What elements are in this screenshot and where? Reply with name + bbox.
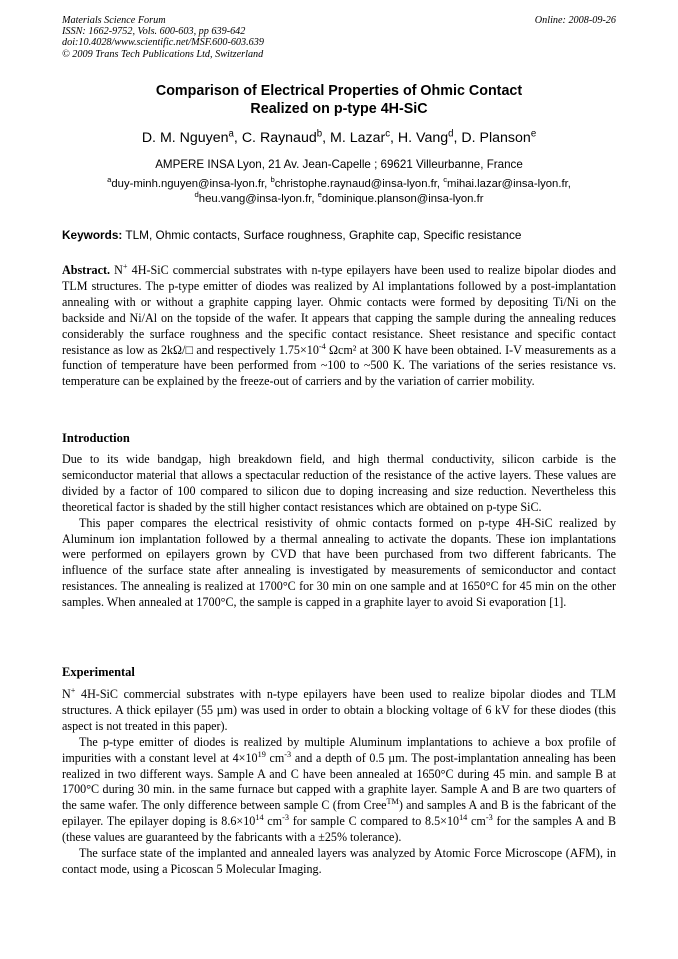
abstract-sup-n: + xyxy=(122,261,128,271)
author-mark: d xyxy=(448,128,454,140)
exp-text-1: 4H-SiC commercial substrates with n-type epilayers have been used to realize bipolar diodes and TLM structures. A thick epilayer (55 µm) was used in order to obtain a blocking voltage of 6 kV for these diodes (this aspect is not treated in this paper). xyxy=(62,687,616,733)
email-address[interactable]: duy-minh.nguyen@insa-lyon.fr xyxy=(111,178,265,190)
exp-paragraph-1 xyxy=(62,687,616,735)
abstract-text-2: Ωcm² at 300 K have been obtained. I-V measurements as a function of temperature have been performed from ~100 to ~500 K. The variations of the series resistance vs. temperature can be explained by the freeze-out of carriers and by the variation of carrier mobility. xyxy=(62,342,617,389)
exp-sup-plus: + xyxy=(70,685,76,695)
copyright-line: © 2009 Trans Tech Publications Ltd, Switzerland xyxy=(62,48,264,60)
exp-sup: TM xyxy=(386,797,399,807)
exp-text: for the samples A and B (these values are guaranteed by the fabricants with a ±25% tolerance). xyxy=(62,814,617,845)
abstract-label: Abstract. xyxy=(62,263,111,277)
exp-text: cm xyxy=(265,750,285,765)
email-address[interactable]: christophe.raynaud@insa-lyon.fr xyxy=(274,178,437,190)
keywords xyxy=(62,228,616,243)
exp-sup: -3 xyxy=(485,813,493,823)
title-line-2: Realized on p-type 4H-SiC xyxy=(250,101,428,117)
email-line-1: $^a$duy-minh.nguyen@insa-lyon.fr, $^b$christophe.raynaud@insa-lyon.fr, $^c$mihai.lazar@insa-lyon.fr, xyxy=(107,175,571,190)
exp-text: cm xyxy=(263,814,283,829)
exp-n: N xyxy=(62,687,71,701)
abstract-sup-exp: -4 xyxy=(318,341,326,351)
email-line-2: $^d$heu.vang@insa-lyon.fr, $^e$dominique.planson@insa-lyon.fr xyxy=(194,190,484,205)
author-list: D. M. Nguyen$^a$, C. Raynaud$^b$, M. Lazar$^c$, H. Vang$^d$, D. Planson$^e$ xyxy=(141,128,537,146)
abstract xyxy=(62,263,616,390)
author-name: C. Raynaud xyxy=(241,130,317,146)
exp-paragraph-3: The surface state of the implanted and annealed layers was analyzed by Atomic Force Microscope (AFM), in contact mode, using a Picoscan 5 Molecular Imaging. xyxy=(62,846,616,876)
exp-text: ) and samples A and B is the fabricant of the epilayer. The epilayer doping is 8.6×10 xyxy=(62,798,617,829)
email-address[interactable]: mihai.lazar@insa-lyon.fr xyxy=(447,178,568,190)
author-mark: b xyxy=(316,128,323,140)
doi-line[interactable]: doi:10.4028/www.scientific.net/MSF.600-603.639 xyxy=(62,37,264,49)
email-mark: a xyxy=(107,175,112,185)
introduction-heading: Introduction xyxy=(62,431,130,445)
email-address[interactable]: heu.vang@insa-lyon.fr xyxy=(198,193,312,205)
exp-text: The p-type emitter of diodes is realized by multiple Aluminum implantations to achieve a box profile of impurities with a constant level at 4×10 xyxy=(62,734,616,765)
abstract-paragraph: Abstract. N+ 4H-SiC commercial substrates with n-type epilayers have been used to realize bipolar diodes and TLM structures. The p-type emitter of diodes was realized by Al implantations followed by a post-implantation annealing with or without a graphite capping layer. Ohmic contacts were formed by depositing Ti/Ni on the backside and Ni/Al on the topside of the wafer. It appears that capping the sample during the annealing reduces considerably the surface roughness and the specific contact resistance. Sheet resistance and specific contact resistance as low as 2kΩ/□ and respectively $1.75\times 10^{-4}$ Ωcm² at 300 K have been obtained. I-V measurements as a function of temperature have been performed from ~100 to ~500 K. The variations of the series resistance vs. temperature can be explained by the freeze-out of carriers and by the variation of carrier mobility. xyxy=(62,261,617,389)
author-name: D. M. Nguyen xyxy=(141,130,229,146)
paper-title xyxy=(62,82,616,118)
email-list xyxy=(62,177,616,207)
author-name: H. Vang xyxy=(397,130,449,146)
email-mark: d xyxy=(194,190,199,200)
exp-sup: -3 xyxy=(282,813,289,823)
email-mark: c xyxy=(443,175,448,185)
journal-name: Materials Science Forum xyxy=(62,15,166,26)
online-date: Online: 2008-09-26 xyxy=(534,15,616,26)
exp-sup: 14 xyxy=(459,813,468,823)
exp-text: for sample C compared to 8.5×10 xyxy=(288,814,460,829)
abstract-text-1: 4H-SiC commercial substrates with n-type epilayers have been used to realize bipolar diodes and TLM structures. The p-type emitter of diodes was realized by Al implantations followed by a post-implantation annealing with or without a graphite capping layer. Ohmic contacts were formed by depositing Ti/Ni on the backside and Ni/Al on the topside of the wafer. It appears that capping the sample during the annealing reduces considerably the surface roughness and the specific contact resistance. Sheet resistance and specific contact resistance as low as 2kΩ/□ and respectively 1.75×10 xyxy=(62,263,616,357)
affiliation: AMPERE INSA Lyon, 21 Av. Jean-Capelle ; 69621 Villeurbanne, France xyxy=(155,158,523,171)
author-mark: e xyxy=(530,128,537,140)
email-address[interactable]: dominique.planson@insa-lyon.fr xyxy=(321,193,484,205)
exp-sup: 19 xyxy=(257,749,266,759)
exp-text: cm xyxy=(467,814,486,829)
exp-sup: -3 xyxy=(284,749,292,759)
experimental-body xyxy=(62,687,616,878)
author-name: D. Planson xyxy=(461,130,531,146)
introduction-body xyxy=(62,452,616,611)
journal-header xyxy=(62,15,264,60)
author-mark: c xyxy=(385,128,391,140)
exp-sup: 14 xyxy=(255,813,264,823)
intro-paragraph-2: This paper compares the electrical resistivity of ohmic contacts formed on p-type 4H-SiC realized by Aluminum ion implantation followed by a thermal annealing to activate the dopants. These ion implantations were performed on epilayers grown by CVD that have been purchased from two different fabricants. The influence of the surface state after annealing is investigated by measurements of semiconductor and contact resistances. The annealing is realized at 1700°C for 30 min on one sample and at 1650°C for 45 min on the other samples. When annealed at 1700°C, the sample is capped in a graphite layer to avoid Si evaporation [1]. xyxy=(62,515,616,610)
exp-text: and a depth of 0.5 µm. The post-implantation annealing has been realized in two different ways. Sample A and C have been annealed at 1650°C during 45 min. and sample B at 1700°C during 30 min. in the same furnace but capped with a graphite layer. Sample A and B are two quarters of the same wafer. The only difference between sample C (from Cree xyxy=(62,750,616,813)
author-mark: a xyxy=(228,128,234,140)
author-name: M. Lazar xyxy=(330,130,386,146)
keywords-text: TLM, Ohmic contacts, Surface roughness, Graphite cap, Specific resistance xyxy=(125,228,522,242)
experimental-heading: Experimental xyxy=(62,665,135,679)
title-line-1: Comparison of Electrical Properties of Ohmic Contact xyxy=(155,83,523,99)
email-mark: b xyxy=(270,175,275,185)
email-mark: e xyxy=(317,190,322,200)
keywords-label: Keywords: xyxy=(62,228,123,242)
issn-line: ISSN: 1662-9752, Vols. 600-603, pp 639-642 xyxy=(62,26,246,38)
exp-paragraph-2 xyxy=(62,735,616,846)
intro-paragraph-1: Due to its wide bandgap, high breakdown field, and high thermal conductivity, silicon carbide is the semiconductor material that allows a spectacular reduction of the resistance of the active layers. These values are divided by a factor of 100 compared to silicon due to doping increasing and size reduction. Nevertheless this theoretical factor is shaded by the still higher contact resistances which are obtained on p-type SiC. xyxy=(62,452,616,514)
